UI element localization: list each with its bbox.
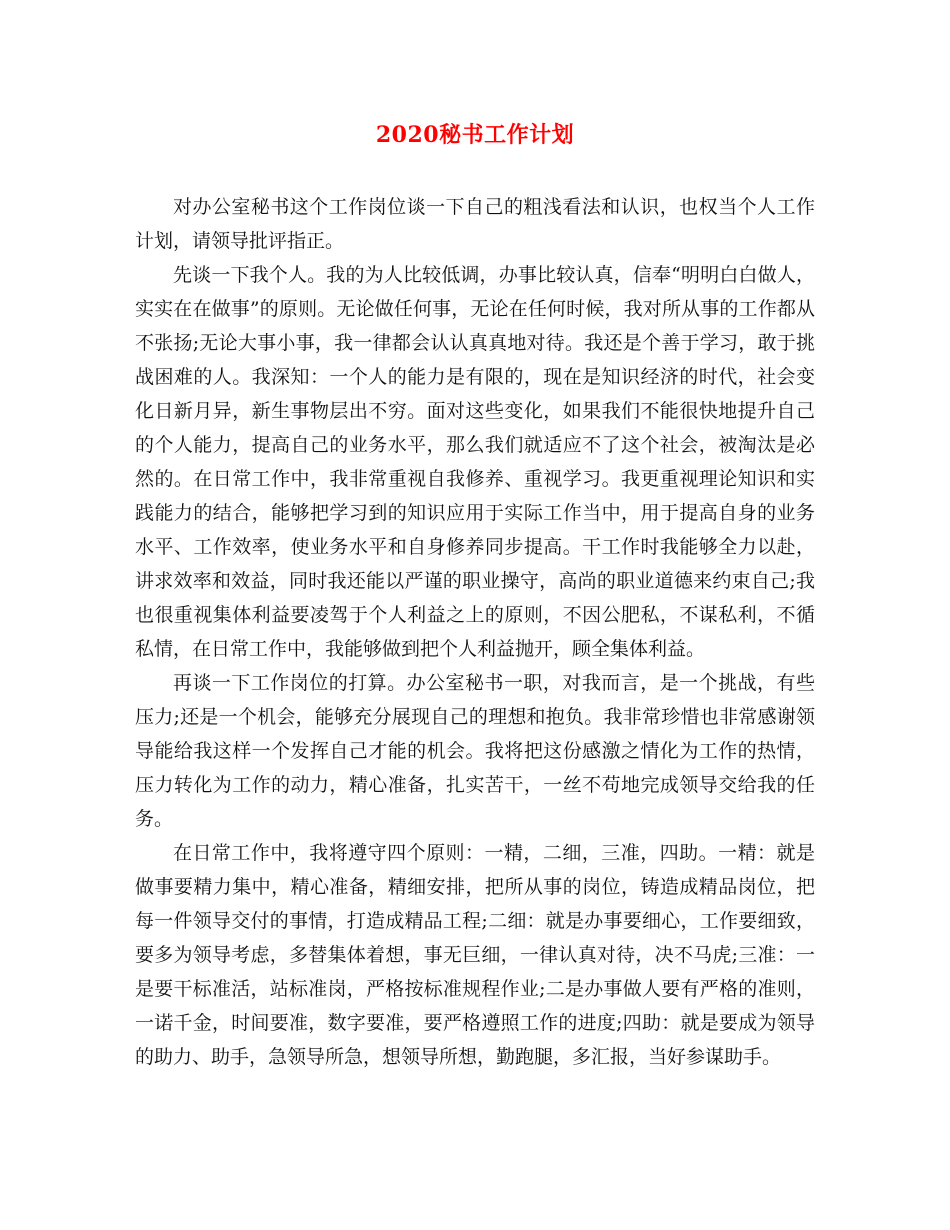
document-title: 2020秘书工作计划 <box>375 122 575 148</box>
paragraph-intro: 对办公室秘书这个工作岗位谈一下自己的粗浅看法和认识，也权当个人工作计划，请领导批评指正。 <box>135 196 815 252</box>
paragraph-position-plan: 再谈一下工作岗位的打算。办公室秘书一职，对我而言，是一个挑战，有些压力;还是一个机会，能够充分展现自己的理想和抱负。我非常珍惜也非常感谢领导能给我这样一个发挥自己才能的机会。我将把这份感激之情化为工作的热情，压力转化为工作的动力，精心准备，扎实苦干，一丝不苟地完成领导交给我的任务。 <box>135 672 815 830</box>
paragraph-personal: 先谈一下我个人。我的为人比较低调，办事比较认真，信奉“明明白白做人，实实在在做事”的原则。无论做任何事，无论在任何时候，我对所从事的工作都从不张扬;无论大事小事，我一律都会认认真真地对待。我还是个善于学习，敢于挑战困难的人。我深知：一个人的能力是有限的，现在是知识经济的时代，社会变化日新月异，新生事物层出不穷。面对这些变化，如果我们不能很快地提升自己的个人能力，提高自己的业务水平，那么我们就适应不了这个社会，被淘汰是必然的。在日常工作中，我非常重视自我修养、重视学习。我更重视理论知识和实践能力的结合，能够把学习到的知识应用于实际工作当中，用于提高自身的业务水平、工作效率，使业务水平和自身修养同步提高。干工作时我能够全力以赴，讲求效率和效益，同时我还能以严谨的职业操守，高尚的职业道德来约束自己;我也很重视集体利益要凌驾于个人利益之上的原则，不因公肥私，不谋私利，不循私情，在日常工作中，我能够做到把个人利益抛开，顾全集体利益。 <box>135 264 815 660</box>
document-body <box>135 190 815 1074</box>
paragraph-four-principles: 在日常工作中，我将遵守四个原则：一精，二细，三准，四助。一精：就是做事要精力集中，精心准备，精细安排，把所从事的岗位，铸造成精品岗位，把每一件领导交付的事情，打造成精品工程;二细：就是办事要细心，工作要细致，要多为领导考虑，多替集体着想，事无巨细，一律认真对待，决不马虎;三准：一是要干标准活，站标准岗，严格按标准规程作业;二是办事做人要有严格的准则，一诺千金，时间要准，数字要准，要严格遵照工作的进度;四助：就是要成为领导的助力、助手，急领导所急，想领导所想，勤跑腿，多汇报，当好参谋助手。 <box>135 842 815 1068</box>
